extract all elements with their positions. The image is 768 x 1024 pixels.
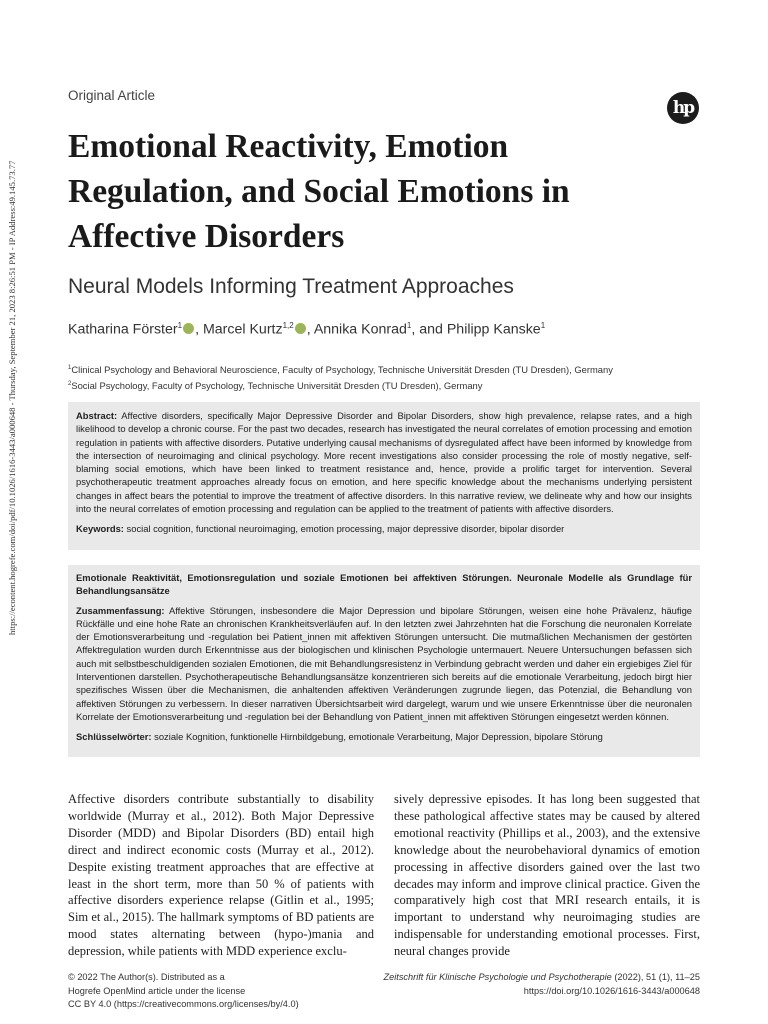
author-name: Annika Konrad — [313, 321, 407, 338]
affiliations — [68, 361, 613, 393]
article-title: Emotional Reactivity, Emotion Regulation, and Social Emotions in Affective Disorders — [68, 128, 570, 255]
article-subtitle: Neural Models Informing Treatment Approaches — [68, 275, 514, 298]
german-abstract-text: Zusammenfassung: Affektive Störungen, insbesondere die Major Depression und bipolare Störungen, weisen eine hohe Prävalenz, häufige Rückfälle und eine hohe Rate an chronischen Krankheitsverläufen auf. In den letzten zwei Jahrzehnten hat die Forschung die neuronalen Korrelate der Emotionsverarbeitung und -regulation bei Patient_innen mit affektiven Störungen untersucht. Die mutmaßlichen Mechanismen der gestörten Affektregulation wurden durch Erkenntnisse aus der biologischen und klinischen Psychologie untermauert. Neuere Untersuchungen befassen sich auch mit selbstbeschuldigenden sozialen Emotionen, die mit Behandlungsresistenz in Verbindung gebracht werden und daher ein ergiebiges Ziel für Interventionen darstellen. Psychotherapeutische Behandlungsansätze konzentrieren sich bereits auf die emotionale Verarbeitung, jedoch birgt hier spezifisches Wissen über die Mechanismen, die anhaltenden affektiven Veränderungen zugrunde liegen, das Potenzial, die Behandlung von affektiven Störungen zu verbessern. In dieser narrativen Übersichtsarbeit wird dargelegt, warum und wie unsere Erkenntnisse über die neuronalen Korrelate der Emotionsverarbeitung und -regulation bei der Behandlung von Patient_innen mit affektiven Störungen eingesetzt werden können. — [76, 604, 693, 722]
keywords: Keywords: social cognition, functional neuroimaging, emotion processing, major depressive disorder, bipolar disorder — [76, 523, 565, 535]
publisher-logo-icon: hp — [667, 92, 699, 124]
article-type: Original Article — [68, 88, 156, 103]
body-column-left: Affective disorders contribute substantially to disability worldwide (Murray et al., 2012). Both Major Depressive Disorder (MDD) and Bipolar Disorders (BD) entail high direct and indirect economic costs (Murray et al., 2012). Despite existing treatment approaches that are effective at least in the short term, more than 50 % of patients with affective disorders experience relapse (Gitlin et al., 1995; Sim et al., 2015). The hallmark symptoms of BD patients are mood states alternating between (hypo-)mania and depression, while patients with MDD experience exclu- — [68, 792, 374, 959]
author-name: Philipp Kanske — [446, 321, 541, 338]
abstract-text: Abstract: Affective disorders, specifically Major Depressive Disorder and Bipolar Disorders, show high prevalence, relapse rates, and a high likelihood to develop a chronic course. For the past two decades, research has investigated the neural correlates of emotion processing and emotion regulation in patients with affective disorders. Putative underlying causal mechanisms of dysregulated affect have been informed by knowledge from the intersection of neuroimaging and clinical psychology. More recent investigations also consider processing the role of mostly negative, self-blaming social emotions, which have been linked to treatment resistance and, hence, provide a prolific target for intervention. Several psychotherapeutic treatment approaches already focus on emotion, and here specific knowledge about the mechanisms underlying persistent changes in affect bears the potential to improve the treatment of affective disorders. In this narrative review, we delineate why and how our insights into the neural correlates of emotion processing and regulation can be applied to the treatment of patients with affective disorders. — [76, 410, 692, 515]
german-abstract-box — [68, 565, 700, 757]
orcid-icon[interactable] — [295, 323, 306, 334]
affiliation: $^2$Social Psychology, Faculty of Psychology, Technische Universität Dresden (TU Dresden), Germany — [68, 380, 483, 392]
author-name: Katharina Förster — [68, 321, 178, 338]
german-title: Emotionale Reaktivität, Emotionsregulation und soziale Emotionen bei affektiven Störungen. Neuronale Modelle als Grundlage für Behandlungsansätze — [76, 572, 692, 597]
license-note: © 2022 The Author(s). Distributed as a Hogrefe OpenMind article under the license CC BY 4.0 (https://creativecommons.org/licenses/by/4.0) — [68, 972, 299, 1009]
author-list: Katharina Förster$^1$ , Marcel Kurtz$^{1,2}$ , Annika Konrad$^1$, and Philipp Kanske$^1$ — [68, 321, 546, 338]
german-keywords: Schlüsselwörter: soziale Kognition, funktionelle Hirnbildgebung, emotionale Verarbeitung, Major Depression, bipolare Störung — [76, 731, 603, 743]
download-stamp: https://econtent.hogrefe.com/doi/pdf/10.1026/1616-3443/a000648 - Thursday, September 21, 2023 8:26:51 PM - IP Address:49.145.73.77 — [7, 160, 17, 635]
affiliation: $^1$Clinical Psychology and Behavioral Neuroscience, Faculty of Psychology, Technische Universität Dresden (TU Dresden), Germany — [68, 364, 613, 376]
body-column-right: sively depressive episodes. It has long been suggested that these pathological affective states may be caused by altered emotional reactivity (Phillips et al., 2003), and the extensive knowledge about the neurobehavioral dynamics of emotion processing in affective disorders gained over the last two decades may inform and improve clinical practice. Given the comparatively high cost that MRI research entails, it is important to understand why neuroimaging studies are indispensable for understanding emotional processes. First, neural changes provide — [394, 792, 700, 959]
abstract-box — [68, 402, 700, 550]
journal-name: Zeitschrift für Klinische Psychologie und Psychotherapie — [383, 972, 612, 982]
orcid-icon[interactable] — [183, 323, 194, 334]
doi-link[interactable]: https://doi.org/10.1026/1616-3443/a000648 — [523, 985, 700, 996]
author-name: Marcel Kurtz — [202, 321, 283, 338]
journal-citation: Zeitschrift für Klinische Psychologie und Psychotherapie (2022), 51 (1), 11–25 https://doi.org/10.1026/1616-3443/a000648 — [384, 971, 700, 998]
